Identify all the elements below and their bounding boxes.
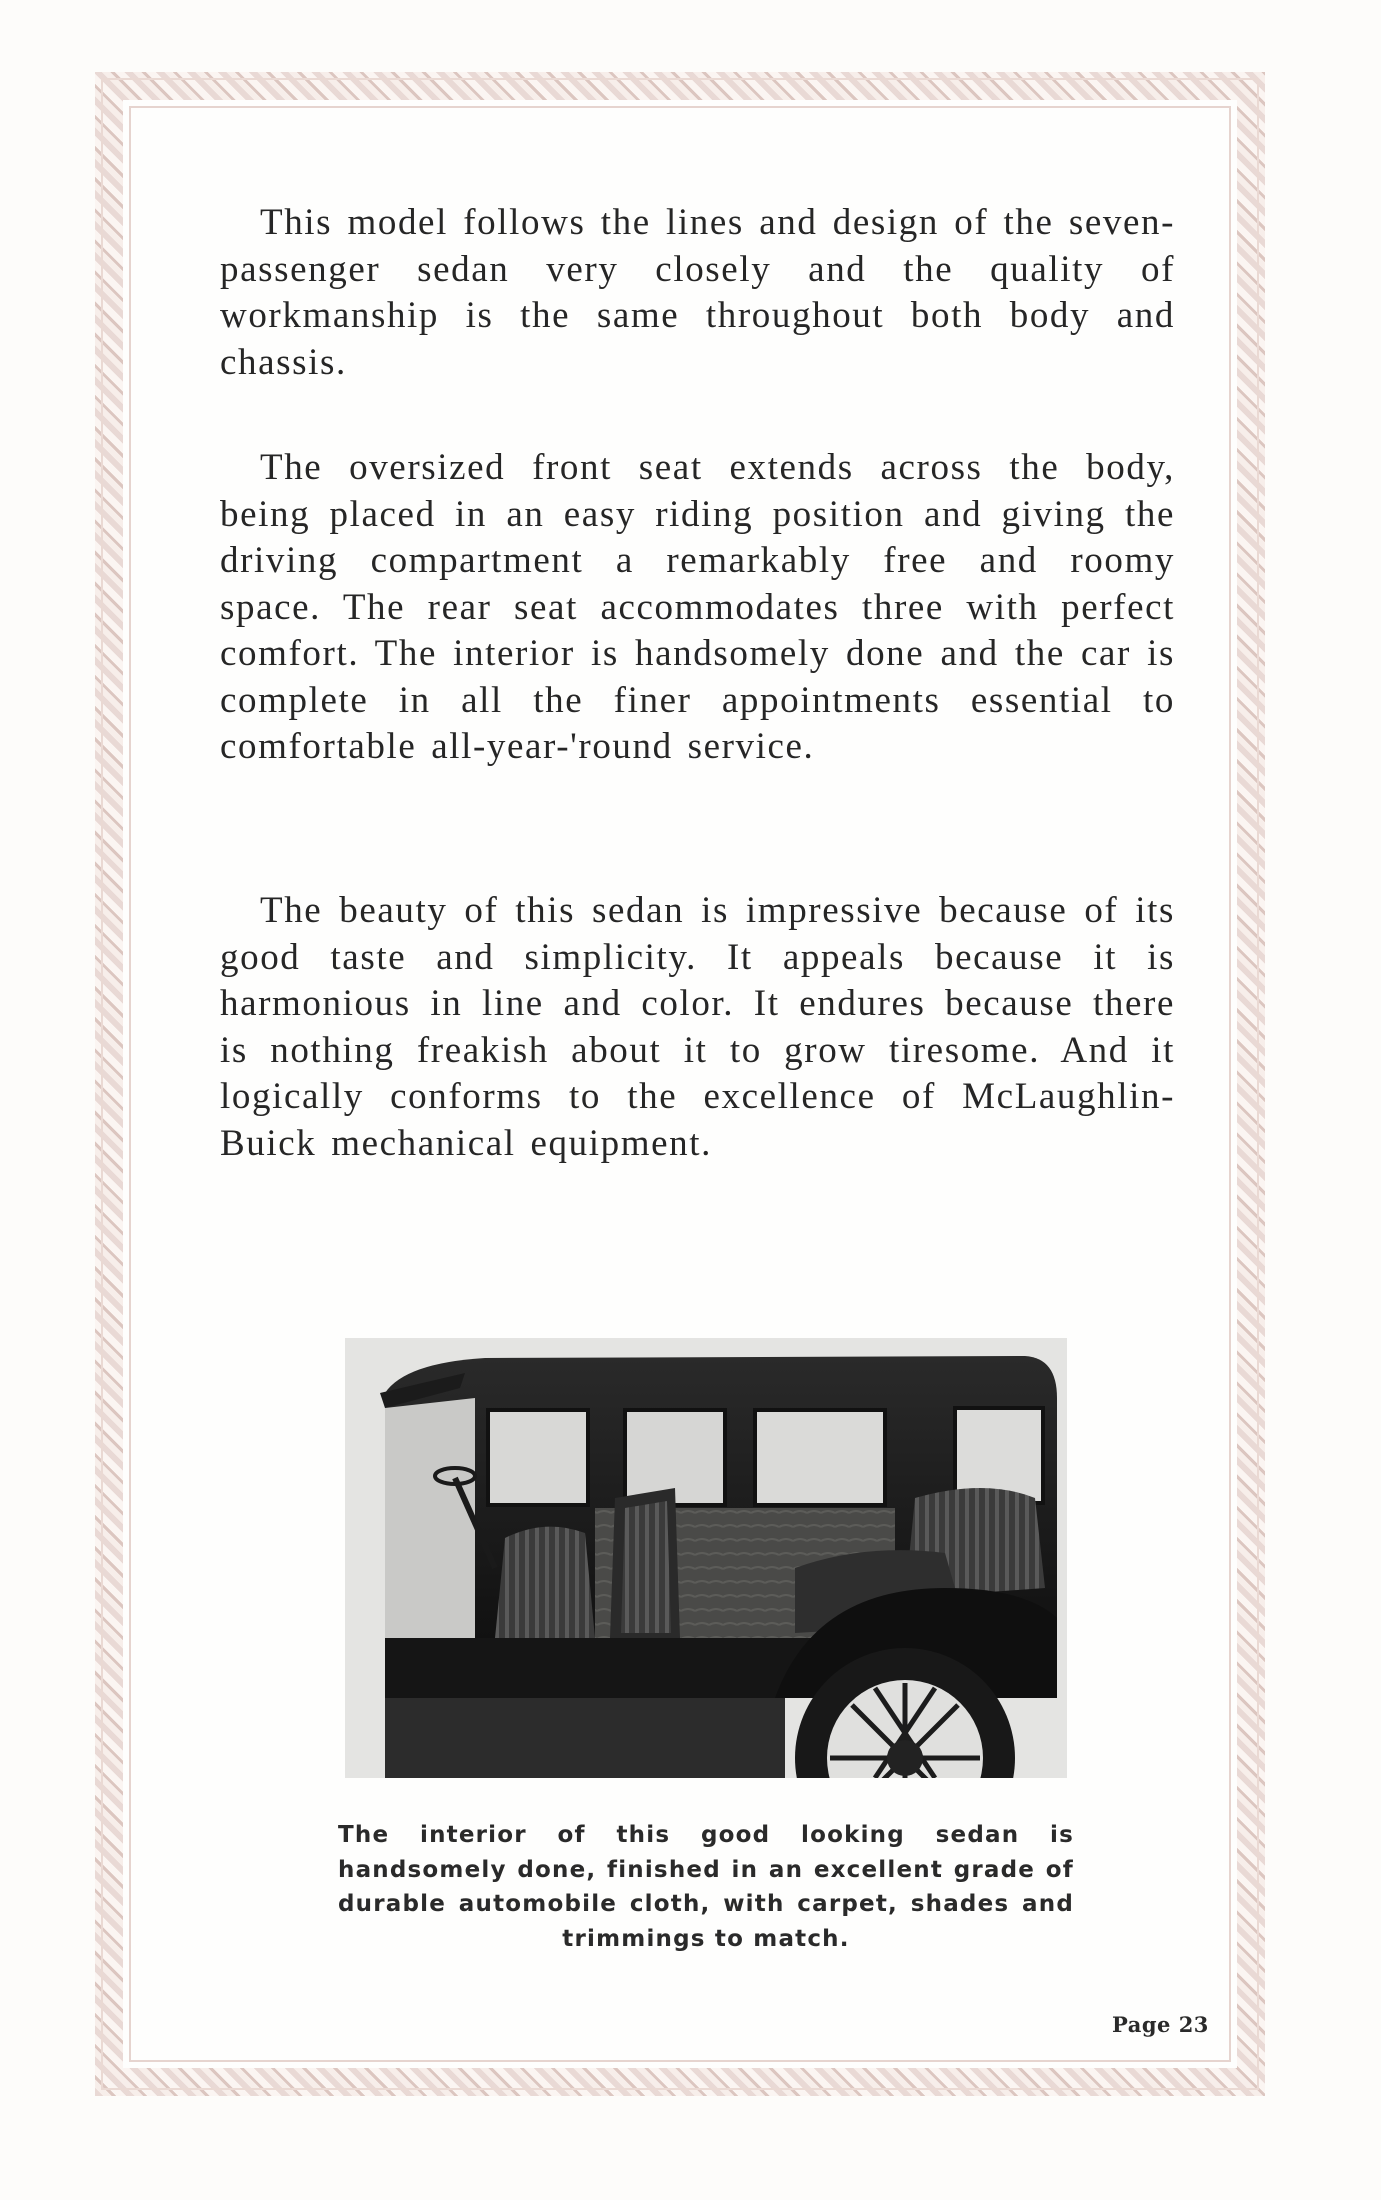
paragraph-2: The oversized front seat extends across the body, being placed in an easy riding position and giving the driving compartment a remarkably free and roomy space. The rear seat accommodates three with perfect comfort. The interior is handsomely done and the car is complete in all the finer appointments essential to comfortable all-year-'round service. <box>220 447 1175 767</box>
page-number: Page 23 <box>1112 2012 1209 2037</box>
photo-caption: The interior of this good looking sedan is handsomely done, finished in an excellent grade of durable automobile cloth, with carpet, shades and trimmings to match. <box>338 1822 1074 1952</box>
sedan-illustration <box>345 1338 1067 1778</box>
paragraph-3: The beauty of this sedan is impressive because of its good taste and simplicity. It appeals because it is harmonious in line and color. It endures because there is nothing freakish about it to grow tiresome. And it logically conforms to the excellence of McLaughlin-Buick mechanical equipment. <box>220 890 1175 1164</box>
sedan-interior-photo <box>345 1338 1067 1778</box>
paragraph-1: This model follows the lines and design of the seven-passenger sedan very closely and the quality of workmanship is the same throughout both body and chassis. <box>220 202 1175 383</box>
